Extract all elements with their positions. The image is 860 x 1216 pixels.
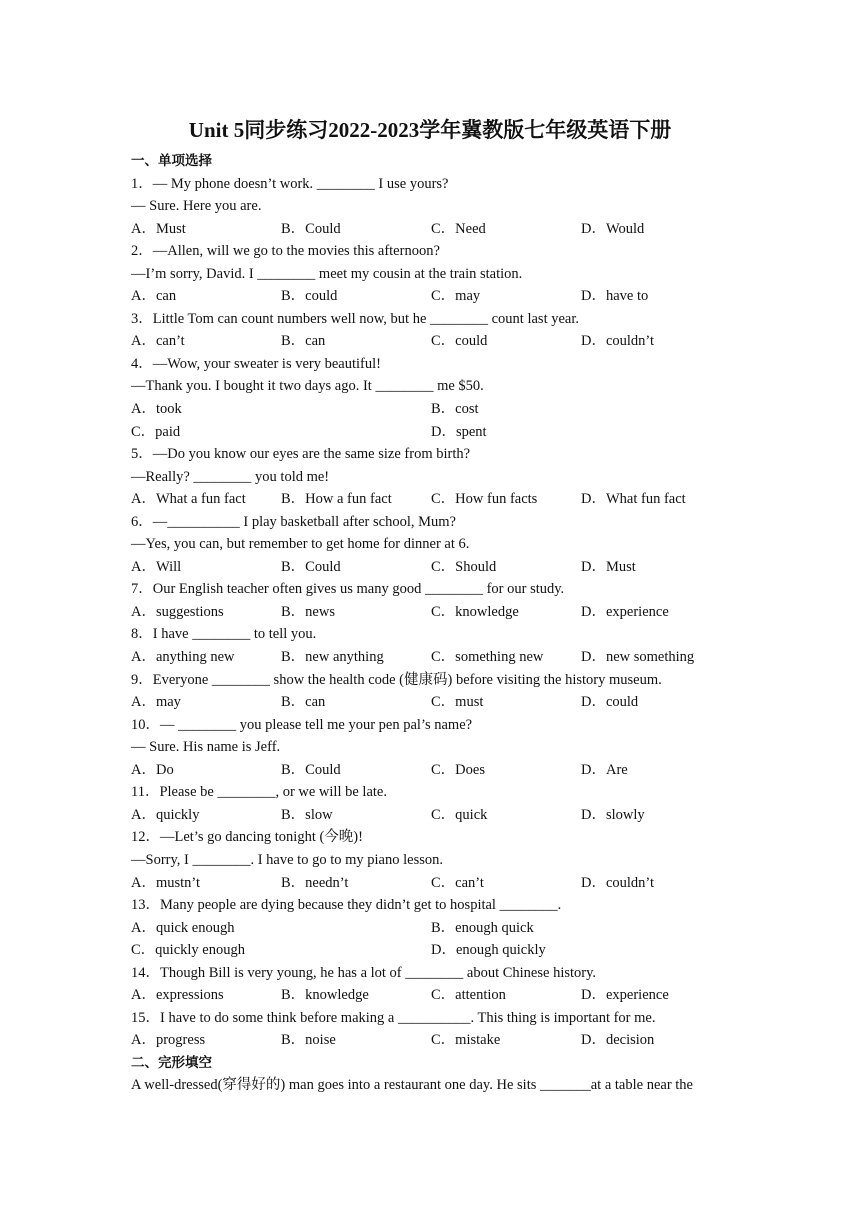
answer-option: C．paid [131,423,181,440]
answer-option: A．may [131,694,181,711]
answer-option: A．progress [131,1032,206,1049]
answer-option: B．slow [281,806,333,823]
answer-option: C．attention [431,987,506,1004]
answer-option: D．slowly [581,806,645,823]
options-row [131,646,731,669]
answer-option: A．mustn’t [131,874,201,891]
options-row [131,398,731,421]
answer-option: B．cost [431,401,479,418]
answer-option: D．couldn’t [581,333,655,350]
answer-option: A．can [131,288,177,305]
answer-option: B．Could [281,761,341,778]
answer-option: C．must [431,694,484,711]
answer-option: D．Would [581,220,645,237]
answer-option: D．decision [581,1032,655,1049]
answer-option: A．Do [131,761,174,778]
question-line: 14．Though Bill is very young, he has a lot of ________ about Chinese history. [131,964,597,981]
question-line: 11．Please be ________, or we will be late. [131,784,387,801]
options-row [131,601,731,624]
answer-option: D．Are [581,761,628,778]
options-row [131,759,731,782]
answer-option: C．quick [431,806,488,823]
question-line: 12．—Let’s go dancing tonight (今晚)! [131,829,363,846]
answer-option: D．spent [431,423,487,440]
question-line: —Yes, you can, but remember to get home for dinner at 6. [131,536,470,553]
answer-option: B．Could [281,558,341,575]
options-row [131,556,731,579]
answer-option: D．couldn’t [581,874,655,891]
answer-option: D．new something [581,649,695,666]
answer-option: D．Must [581,558,636,575]
answer-option: B．How a fun fact [281,491,392,508]
answer-option: C．may [431,288,481,305]
answer-option: A．Must [131,220,186,237]
answer-option: D．What fun fact [581,491,686,508]
options-row [131,330,731,353]
options-row [131,218,731,241]
options-row [131,488,731,511]
section-heading: 一、单项选择 [131,153,212,169]
question-line: 1．— My phone doesn’t work. ________ I use yours? [131,175,449,192]
options-row [131,285,731,308]
answer-option: C．something new [431,649,544,666]
question-line: —Sorry, I ________. I have to go to my piano lesson. [131,851,443,868]
options-row [131,691,731,714]
answer-option: B．enough quick [431,919,534,936]
answer-option: A．anything new [131,649,235,666]
answer-option: A．quickly [131,806,200,823]
answer-option: D．experience [581,987,669,1004]
answer-option: A．expressions [131,987,224,1004]
document-body [131,150,731,1097]
answer-option: C．mistake [431,1032,501,1049]
answer-option: B．news [281,603,335,620]
answer-option: C．How fun facts [431,491,538,508]
question-line: 9．Everyone ________ show the health code (健康码) before visiting the history museum. [131,671,662,688]
answer-option: B．new anything [281,649,384,666]
answer-option: A．Will [131,558,182,575]
answer-option: B．could [281,288,338,305]
question-line: —Thank you. I bought it two days ago. It ________ me $50. [131,378,484,395]
question-line: 10．— ________ you please tell me your pen pal’s name? [131,716,473,733]
question-line: A well-dressed(穿得好的) man goes into a restaurant one day. He sits _______at a table near the [131,1077,693,1094]
options-row [131,917,731,940]
question-line: 15．I have to do some think before making a __________. This thing is important for me. [131,1009,656,1026]
answer-option: B．knowledge [281,987,369,1004]
question-line: — Sure. Here you are. [131,198,262,215]
question-line: 13．Many people are dying because they didn’t get to hospital ________. [131,897,562,914]
answer-option: A．can’t [131,333,185,350]
answer-option: C．Does [431,761,485,778]
options-row [131,804,731,827]
options-row [131,421,731,444]
question-line: 7．Our English teacher often gives us many good ________ for our study. [131,581,565,598]
answer-option: C．could [431,333,488,350]
question-line: —Really? ________ you told me! [131,468,330,485]
answer-option: D．enough quickly [431,942,546,959]
document-title: Unit 5同步练习2022-2023学年冀教版七年级英语下册 [188,118,672,142]
question-line: 5．—Do you know our eyes are the same size from birth? [131,446,471,463]
answer-option: B．needn’t [281,874,349,891]
answer-option: D．have to [581,288,649,305]
answer-option: D．experience [581,603,669,620]
question-line: 6．—__________ I play basketball after school, Mum? [131,513,456,530]
answer-option: B．noise [281,1032,336,1049]
question-line: —I’m sorry, David. I ________ meet my cousin at the train station. [131,265,523,282]
answer-option: C．can’t [431,874,484,891]
options-row [131,939,731,962]
answer-option: C．Need [431,220,486,237]
answer-option: B．can [281,694,326,711]
options-row [131,872,731,895]
options-row [131,984,731,1007]
answer-option: B．Could [281,220,341,237]
answer-option: A．took [131,401,182,418]
answer-option: B．can [281,333,326,350]
answer-option: D．could [581,694,639,711]
question-line: 4．—Wow, your sweater is very beautiful! [131,355,381,372]
question-line: 3．Little Tom can count numbers well now, but he ________ count last year. [131,310,579,327]
answer-option: C．knowledge [431,603,519,620]
options-row [131,1029,731,1052]
question-line: 2．—Allen, will we go to the movies this afternoon? [131,243,440,260]
answer-option: C．Should [431,558,497,575]
answer-option: A．What a fun fact [131,491,246,508]
question-line: 8．I have ________ to tell you. [131,626,317,643]
answer-option: C．quickly enough [131,942,245,959]
question-line: — Sure. His name is Jeff. [131,739,281,756]
section-heading: 二、完形填空 [131,1054,212,1071]
answer-option: A．quick enough [131,919,235,936]
answer-option: A．suggestions [131,603,224,620]
